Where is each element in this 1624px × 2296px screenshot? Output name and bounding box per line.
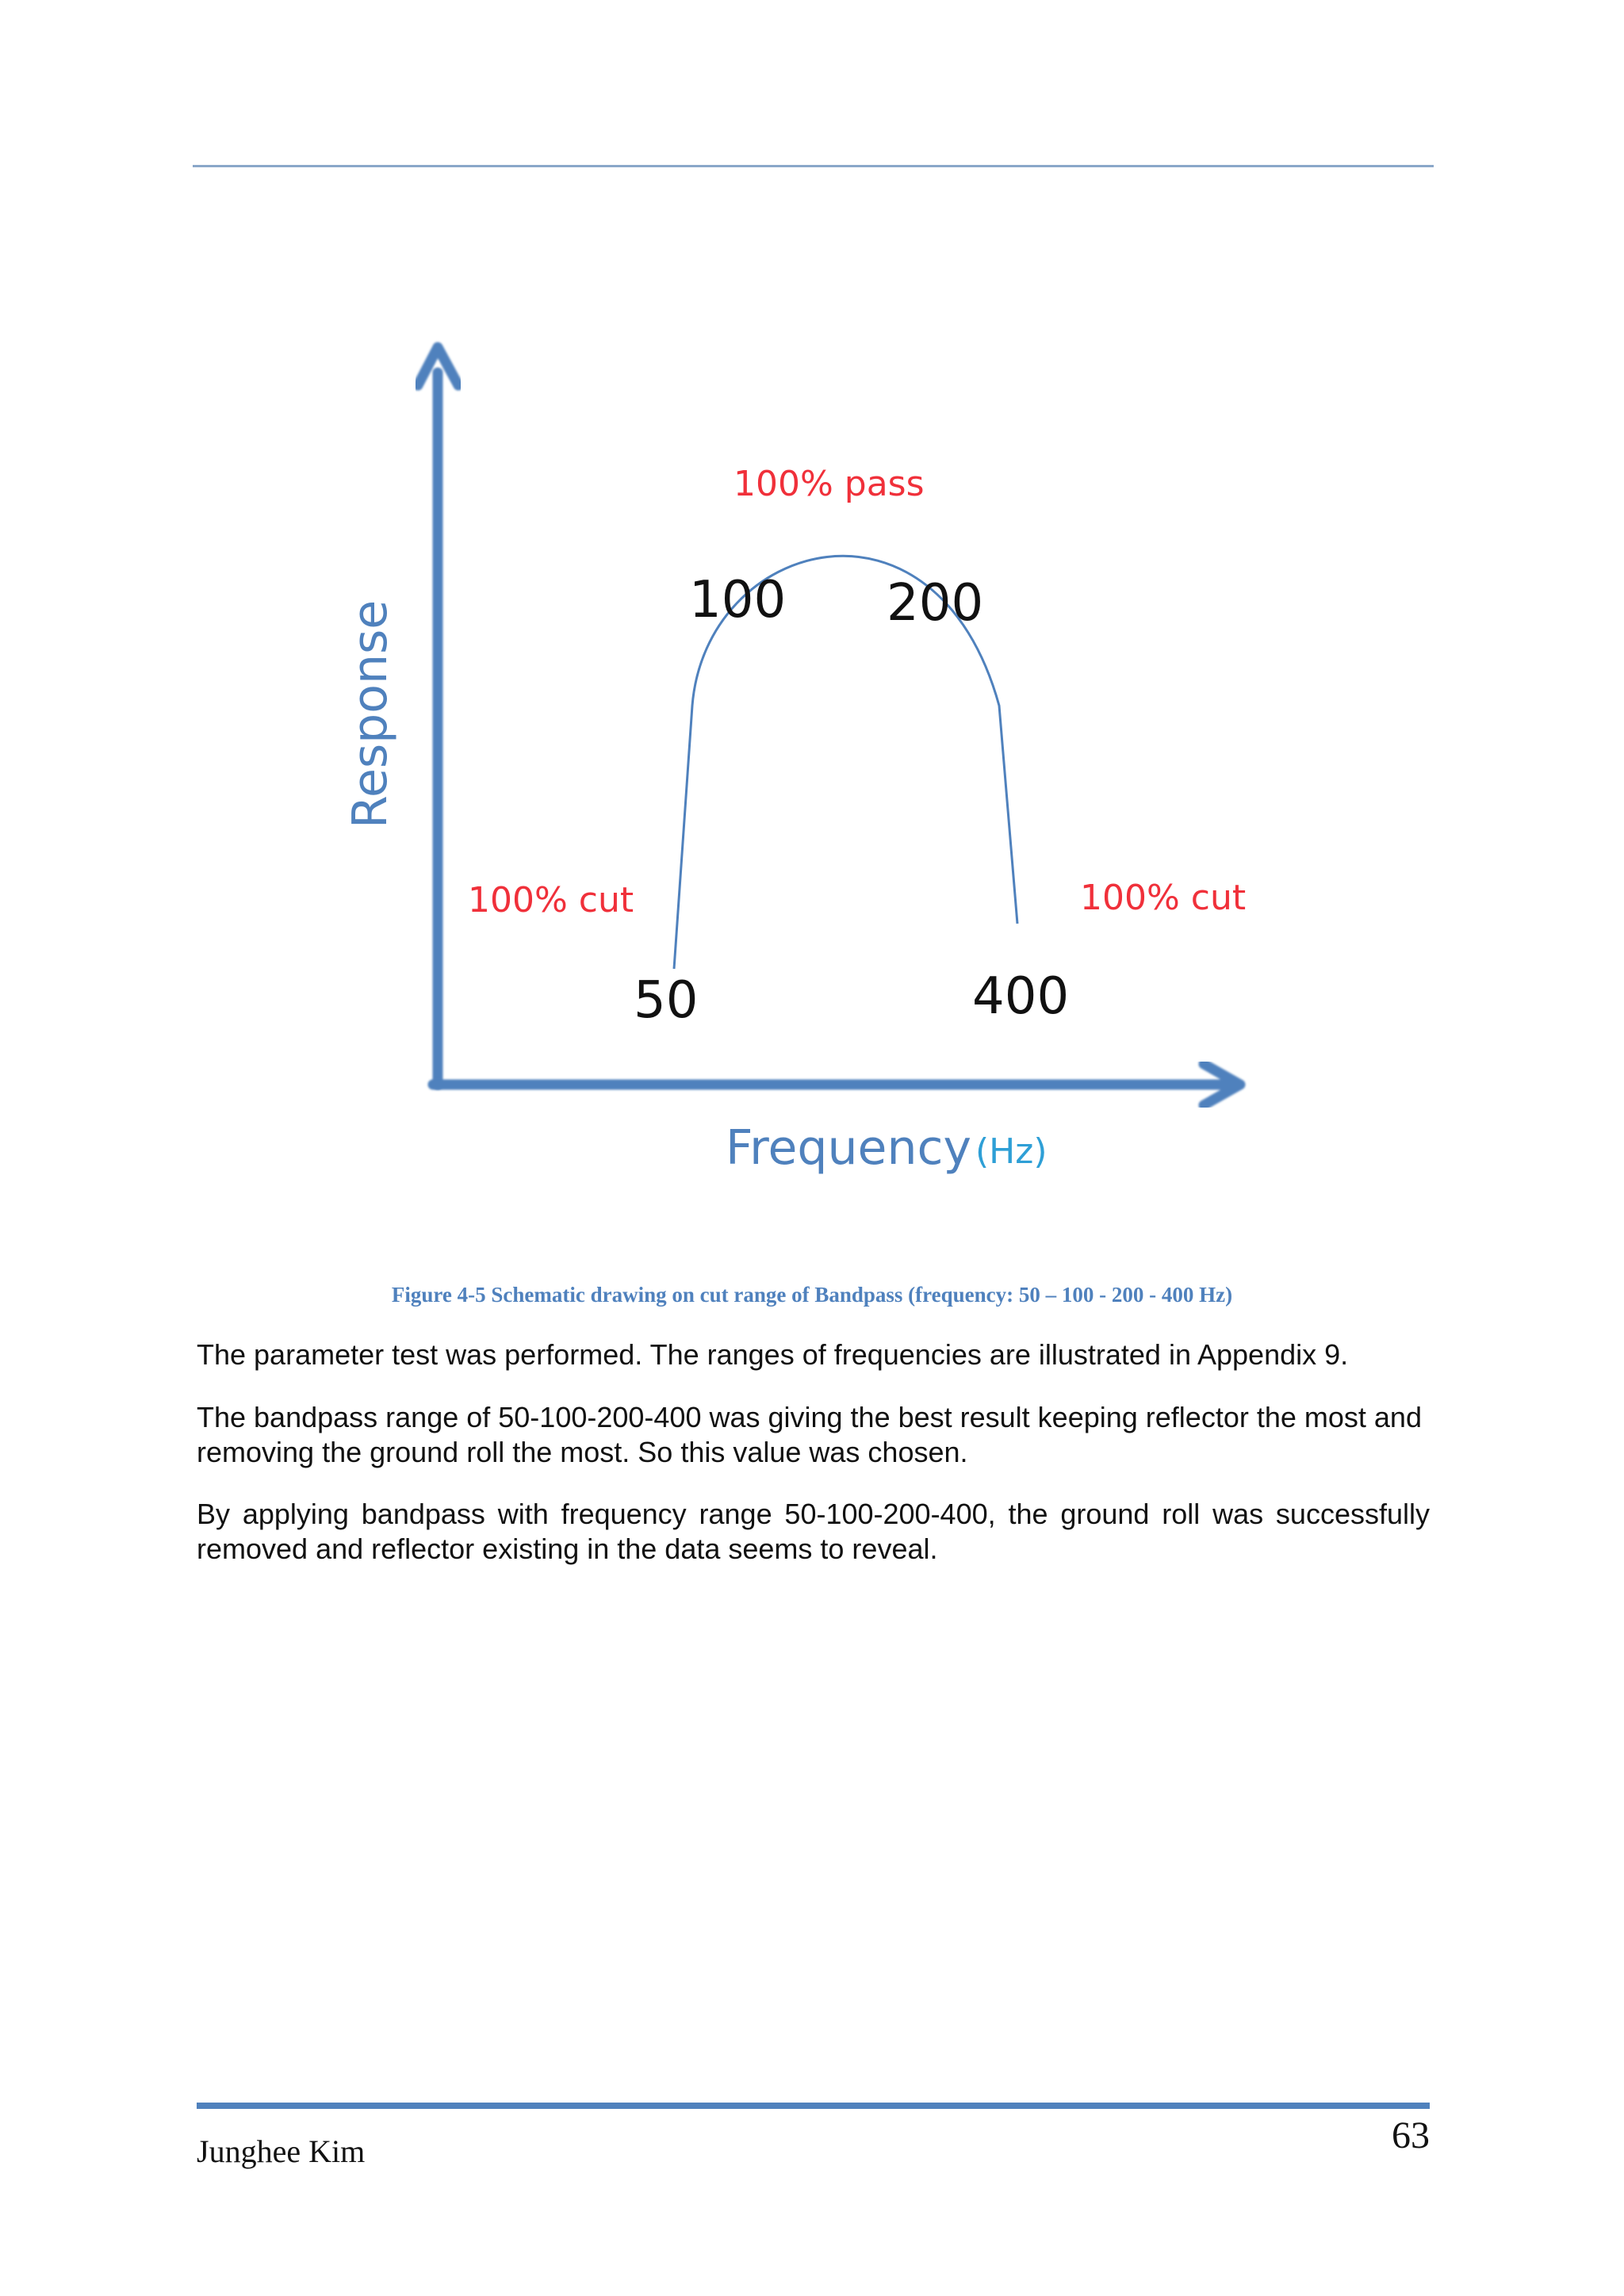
cut-right-label: 100% cut [1080, 878, 1247, 918]
cut-left-label: 100% cut [468, 880, 634, 920]
pass-label: 100% pass [733, 464, 925, 504]
freq-50-label: 50 [634, 971, 699, 1030]
x-axis-label: Frequency [726, 1120, 971, 1176]
paragraph-2: The bandpass range of 50-100-200-400 was giving the best result keeping reflector the most and removing the ground roll the most. So this value was chosen. [197, 1401, 1422, 1468]
paragraph-1: The parameter test was performed. The ranges of frequencies are illustrated in Appendix 9. [197, 1338, 1349, 1371]
page-number: 63 [1392, 2114, 1430, 2156]
figure-caption: Figure 4-5 Schematic drawing on cut range of Bandpass (frequency: 50 – 100 - 200 - 400 Hz) [391, 1283, 1233, 1307]
footer-author: Junghee Kim [197, 2133, 366, 2169]
footer-rule [197, 2103, 1430, 2109]
y-axis-arrow [418, 347, 458, 1085]
freq-200-label: 200 [887, 574, 984, 633]
paragraph-3: By applying bandpass with frequency range 50-100-200-400, the ground roll was successfully removed and reflector existing in the data seems to reveal. [197, 1498, 1430, 1565]
x-axis-unit: (Hz) [975, 1131, 1048, 1172]
y-axis-label: Response [343, 599, 398, 828]
x-axis-arrow [433, 1064, 1240, 1105]
freq-100-label: 100 [689, 571, 787, 629]
freq-400-label: 400 [972, 967, 1070, 1026]
